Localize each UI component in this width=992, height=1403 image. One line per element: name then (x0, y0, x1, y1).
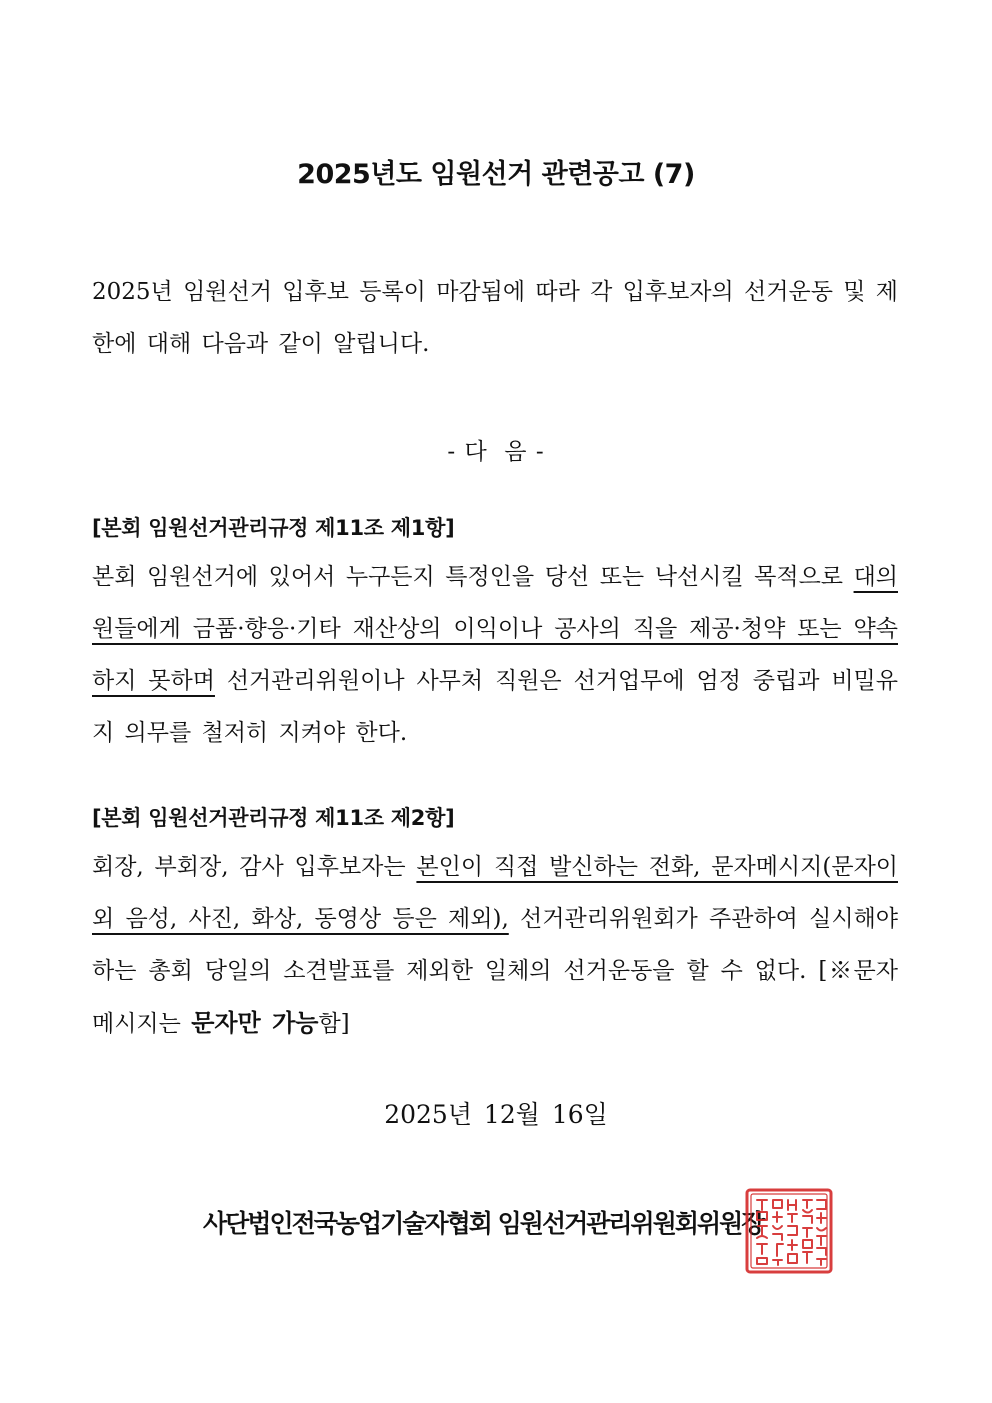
notice-date: 2025년 12월 16일 (384, 1100, 608, 1129)
section-1-text-before: 본회 임원선거에 있어서 누구든지 특정인을 당선 또는 낙선시킬 목적으로 (92, 564, 854, 590)
section-2-text-end: 함] (318, 1011, 350, 1037)
section-1-heading: [본회 임원선거관리규정 제11조 제1항] (92, 516, 455, 540)
section-1-text-after: 선거관리위원이나 사무처 직원은 선거업무에 엄정 중립과 비밀유지 의무를 철저히 지켜야 한다. (92, 668, 898, 746)
section-2-body (92, 841, 898, 1050)
section-2-text-before: 회장, 부회장, 감사 입후보자는 (92, 854, 417, 880)
section-1-body (92, 551, 898, 759)
section-2-underlined-text: 본인이 직접 발신하는 전화, 문자메시지(문자이외 음성, 사진, 화상, 동영상 등은 제외), (92, 854, 898, 932)
section-2-heading: [본회 임원선거관리규정 제11조 제2항] (92, 806, 455, 830)
official-seal-stamp (745, 1188, 833, 1274)
section-2-emphasis-text: 문자만 가능 (191, 1009, 319, 1037)
section-divider-label: - 다 음 - (447, 439, 545, 465)
signer-name: 사단법인전국농업기술자협회 임원선거관리위원회위원장 (203, 1209, 764, 1238)
section-1-underlined-text: 대의원들에게 금품·향응·기타 재산상의 이익이나 공사의 직을 제공·청약 또는 약속하지 못하며 (92, 564, 898, 694)
section-2-text-after: 선거관리위원회가 주관하여 실시해야 하는 총회 당일의 소견발표를 제외한 일체의 선거운동을 할 수 없다. [※문자메시지는 (92, 906, 898, 1037)
notice-title: 2025년도 임원선거 관련공고 (7) (297, 159, 695, 190)
intro-paragraph: 2025년 임원선거 입후보 등록이 마감됨에 따라 각 입후보자의 선거운동 및 제한에 대해 다음과 같이 알립니다. (92, 279, 898, 357)
